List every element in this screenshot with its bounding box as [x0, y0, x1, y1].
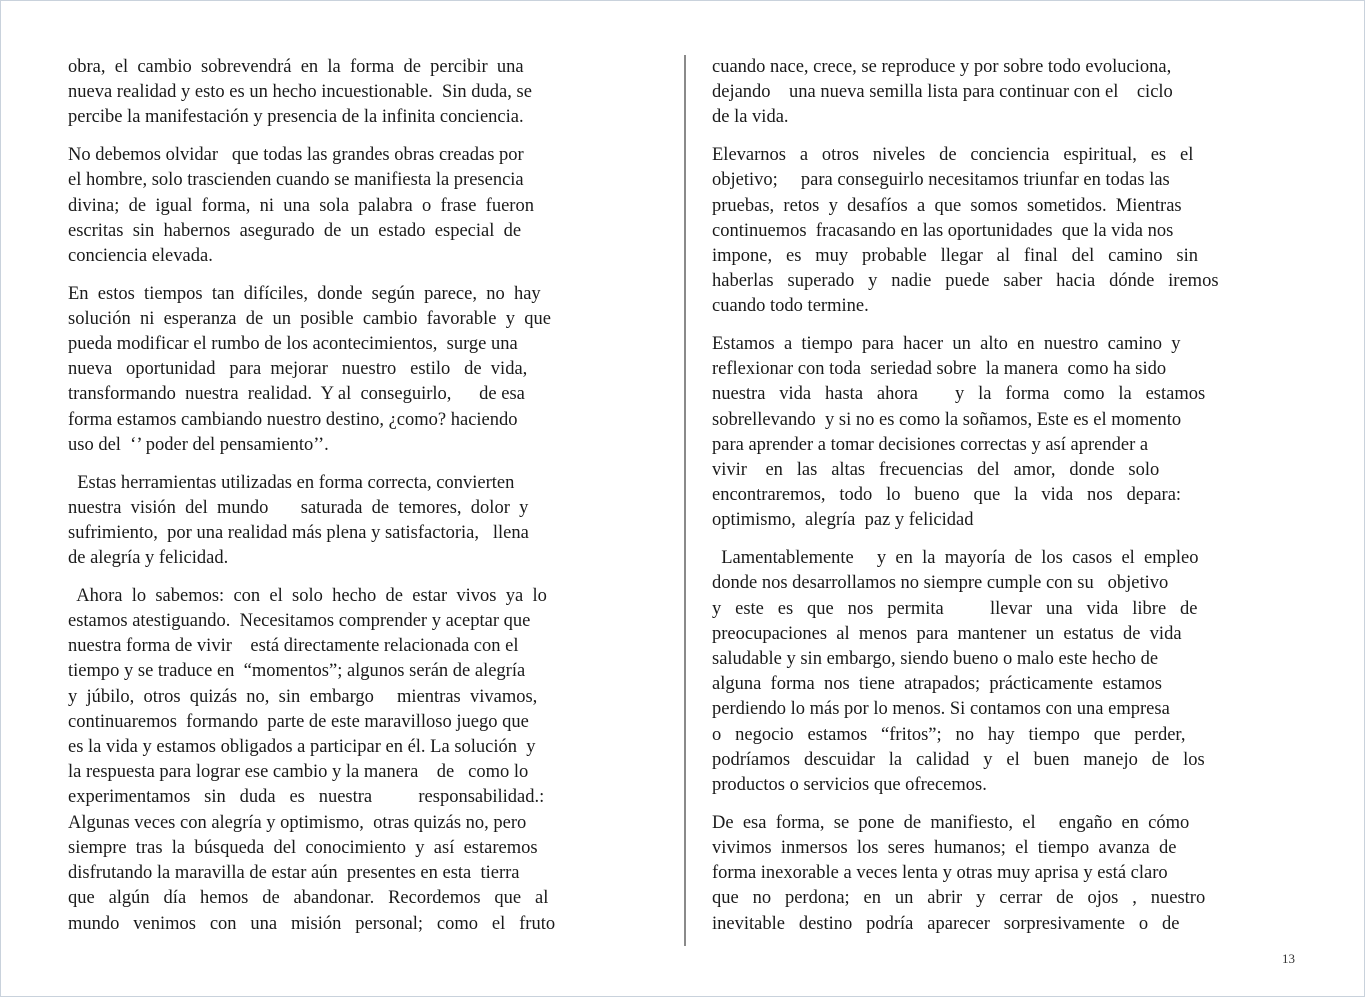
text-line: vivir en las altas frecuencias del amor, donde solo [712, 460, 1160, 481]
text-line: continuaremos formando parte de este maravilloso juego que [68, 711, 529, 732]
paragraph [68, 471, 675, 572]
text-line: nueva realidad y esto es un hecho incuestionable. Sin duda, se [68, 82, 532, 103]
text-line: saludable y sin embargo, siendo bueno o malo este hecho de [712, 648, 1159, 669]
text-line: De esa forma, se pone de manifiesto, el engaño en cómo [712, 812, 1190, 833]
text-line: productos o servicios que ofrecemos. [712, 774, 987, 795]
text-line: objetivo; para conseguirlo necesitamos triunfar en todas las [712, 170, 1170, 191]
text-line: obra, el cambio sobrevendrá en la forma de percibir una [68, 57, 524, 77]
text-line: cuando nace, crece, se reproduce y por sobre todo evoluciona, [712, 57, 1172, 77]
text-line: nuestra vida hasta ahora y la forma como la estamos [712, 384, 1206, 405]
text-line: conciencia elevada. [68, 245, 213, 266]
text-line: es la vida y estamos obligados a participar en él. La solución y [68, 737, 536, 758]
text-line: nuestra visión del mundo saturada de temores, dolor y [68, 497, 529, 518]
paragraph [712, 143, 1329, 319]
text-line: Lamentablemente y en la mayoría de los casos el empleo [712, 548, 1199, 569]
text-line: estamos atestiguando. Necesitamos comprender y aceptar que [68, 611, 531, 632]
text-line: nueva oportunidad para mejorar nuestro estilo de vida, [68, 359, 528, 380]
text-line: En estos tiempos tan difíciles, donde según parece, no hay [68, 283, 541, 304]
paragraph [68, 584, 675, 937]
text-line: de alegría y felicidad. [68, 548, 229, 569]
text-line: tiempo y se traduce en “momentos”; algunos serán de alegría [68, 661, 526, 682]
text-line: Ahora lo sabemos: con el solo hecho de estar vivos ya lo [68, 585, 547, 606]
text-line: el hombre, solo trascienden cuando se manifiesta la presencia [68, 170, 524, 191]
text-line: Estas herramientas utilizadas en forma correcta, convierten [68, 472, 515, 493]
text-line: solución ni esperanza de un posible cambio favorable y que [68, 308, 551, 329]
text-line: o negocio estamos “fritos”; no hay tiempo que perder, [712, 724, 1186, 745]
text-line: continuemos fracasando en las oportunidades que la vida nos [712, 220, 1174, 241]
right-text-column [712, 55, 1329, 949]
text-line: de la vida. [712, 107, 789, 128]
paragraph [712, 546, 1329, 798]
text-line: Estamos a tiempo para hacer un alto en nuestro camino y [712, 334, 1181, 355]
text-line: cuando todo termine. [712, 296, 869, 317]
paragraph [712, 55, 1329, 131]
text-line: donde nos desarrollamos no siempre cumple con su objetivo [712, 573, 1169, 594]
text-line: disfrutando la maravilla de estar aún presentes en esta tierra [68, 863, 520, 884]
text-line: pruebas, retos y desafíos a que somos sometidos. Mientras [712, 195, 1182, 216]
text-line: y este es que nos permita llevar una vida libre de [712, 598, 1198, 619]
text-line: encontraremos, todo lo bueno que la vida nos depara: [712, 485, 1182, 506]
text-line: para aprender a tomar decisiones correctas y así aprender a [712, 434, 1149, 455]
left-text-column [68, 55, 675, 949]
text-line: dejando una nueva semilla lista para continuar con el ciclo [712, 82, 1173, 103]
text-line: No debemos olvidar que todas las grandes obras creadas por [68, 145, 524, 166]
paragraph [68, 55, 675, 131]
text-line: y júbilo, otros quizás no, sin embargo mientras vivamos, [68, 686, 538, 707]
text-line: sobrellevando y si no es como la soñamos, Este es el momento [712, 409, 1182, 430]
text-line: forma inexorable a veces lenta y otras muy aprisa y está claro [712, 863, 1168, 884]
text-line: uso del ‘’ poder del pensamiento’’. [68, 434, 329, 455]
text-line: siempre tras la búsqueda del conocimiento y así estaremos [68, 837, 538, 858]
text-line: forma estamos cambiando nuestro destino, ¿como? haciendo [68, 409, 518, 430]
text-line: Elevarnos a otros niveles de conciencia espiritual, es el [712, 145, 1194, 166]
text-line: que no perdona; en un abrir y cerrar de ojos , nuestro [712, 888, 1206, 909]
text-line: experimentamos sin duda es nuestra responsabilidad.: [68, 787, 545, 808]
text-line: nuestra forma de vivir está directamente relacionada con el [68, 636, 519, 657]
text-line: podríamos descuidar la calidad y el buen manejo de los [712, 749, 1205, 770]
paragraph [68, 282, 675, 458]
text-line: impone, es muy probable llegar al final del camino sin [712, 245, 1199, 266]
text-line: reflexionar con toda seriedad sobre la manera como ha sido [712, 359, 1167, 380]
text-line: preocupaciones al menos para mantener un estatus de vida [712, 623, 1182, 644]
text-line: pueda modificar el rumbo de los acontecimientos, surge una [68, 334, 518, 355]
text-line: percibe la manifestación y presencia de la infinita conciencia. [68, 107, 524, 128]
paragraph [712, 332, 1329, 534]
text-line: Algunas veces con alegría y optimismo, otras quizás no, pero [68, 812, 527, 833]
text-line: la respuesta para lograr ese cambio y la manera de como lo [68, 762, 529, 783]
text-line: alguna forma nos tiene atrapados; prácticamente estamos [712, 674, 1162, 695]
page-number: 13 [1282, 951, 1295, 966]
text-line: mundo venimos con una misión personal; como el fruto [68, 913, 556, 934]
text-line: divina; de igual forma, ni una sola palabra o frase fueron [68, 195, 534, 216]
text-line: escritas sin habernos asegurado de un estado especial de [68, 220, 522, 241]
text-line: que algún día hemos de abandonar. Recordemos que al [68, 888, 549, 909]
paragraph [68, 143, 675, 269]
text-line: haberlas superado y nadie puede saber hacia dónde iremos [712, 271, 1219, 292]
text-line: optimismo, alegría paz y felicidad [712, 510, 974, 531]
text-line: vivimos inmersos los seres humanos; el tiempo avanza de [712, 837, 1177, 858]
text-line: perdiendo lo más por lo menos. Si contamos con una empresa [712, 699, 1170, 720]
paragraph [712, 811, 1329, 937]
text-line: sufrimiento, por una realidad más plena y satisfactoria, llena [68, 522, 529, 543]
text-line: transformando nuestra realidad. Y al conseguirlo, de esa [68, 384, 525, 405]
column-divider [684, 55, 686, 946]
text-line: inevitable destino podría aparecer sorpresivamente o de [712, 913, 1180, 934]
